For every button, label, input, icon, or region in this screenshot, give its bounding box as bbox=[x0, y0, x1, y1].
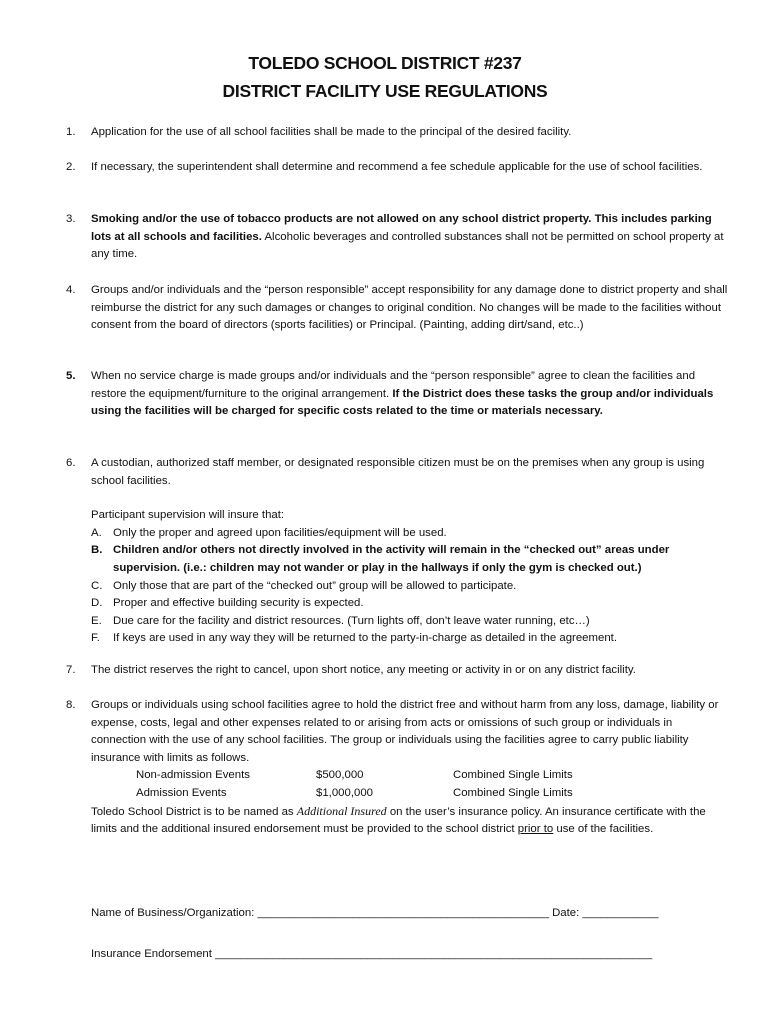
supervision-item-d: D. Proper and effective building security is expected. bbox=[91, 597, 364, 610]
additional-insured-text: Additional Insured bbox=[296, 803, 387, 818]
supervision-intro: Participant supervision will insure that: bbox=[91, 509, 285, 522]
regulation-item-5 bbox=[66, 368, 730, 421]
limit-type: Combined Single Limits bbox=[453, 786, 573, 799]
prior-to-text: prior to bbox=[517, 823, 554, 836]
regulation-item-4 bbox=[66, 282, 730, 335]
document-title-line1: TOLEDO SCHOOL DISTRICT #237 bbox=[248, 53, 522, 73]
item-text: If necessary, the superintendent shall determine and recommend a fee schedule applicable for the use of school facilities. bbox=[91, 161, 703, 173]
organization-date-field[interactable]: Name of Business/Organization: ______________________________________________ Date: ____________ bbox=[91, 907, 659, 919]
item-text: Groups and/or individuals and the “person responsible” accept responsibility for any damage done to district property and shall reimburse the district for any such damages or changes to original condition. No changes will be made to the facilities without consent from the board of directors (sports facilities) or Principal. (Painting, adding dirt/sand, etc..) bbox=[91, 284, 728, 332]
item-number: 8. bbox=[66, 699, 76, 711]
limit-amount: $1,000,000 bbox=[316, 786, 374, 799]
item-number: 4. bbox=[66, 284, 76, 296]
supervision-item-f: F. If keys are used in any way they will be returned to the party-in-charge as detailed in the agreement. bbox=[91, 632, 617, 645]
item-text: Alcoholic beverages and controlled substances shall not be permitted on school property at any time. bbox=[91, 230, 724, 261]
limit-event: Admission Events bbox=[136, 786, 227, 799]
supervision-item-e: E. Due care for the facility and district resources. (Turn lights off, don’t leave water running, etc…) bbox=[91, 614, 590, 627]
regulation-item-7 bbox=[66, 662, 730, 680]
limit-type: Combined Single Limits bbox=[453, 769, 573, 782]
item-number: 3. bbox=[66, 213, 76, 225]
item-text: Application for the use of all school facilities shall be made to the principal of the desired facility. bbox=[91, 126, 572, 138]
item-number: 2. bbox=[66, 161, 76, 173]
regulation-item-1 bbox=[66, 124, 730, 142]
supervision-item-b: B. Children and/or others not directly involved in the activity will remain in the “checked out” areas under supervision. (i.e.: children may not wander or play in the hallways if only the gym is checked out.) bbox=[91, 544, 670, 574]
supervision-item-c: C. Only those that are part of the “checked out” group will be allowed to participate. bbox=[91, 579, 517, 592]
item-bold-text: Smoking and/or the use of tobacco products are not allowed on any school district property. This includes parking lots at all schools and facilities. bbox=[91, 213, 712, 243]
regulation-item-6 bbox=[66, 455, 730, 648]
item-text: Groups or individuals using school facilities agree to hold the district free and without harm from any loss, damage, liability or expense, costs, legal and other expenses related to or arising from acts or omissions of such group or individuals in connection with the use of any school facilities. The group or individuals using the facilities agree to carry public liability insurance with limits as follows. bbox=[91, 699, 719, 764]
limit-amount: $500,000 bbox=[316, 769, 364, 782]
limit-event: Non-admission Events bbox=[136, 769, 250, 782]
item-number: 7. bbox=[66, 664, 76, 676]
item-bold-text: If the District does these tasks the group and/or individuals using the facilities will be charged for specific costs related to the time or materials necessary. bbox=[91, 387, 714, 418]
item-number: 6. bbox=[66, 457, 76, 469]
supervision-item-a: A. Only the proper and agreed upon facilities/equipment will be used. bbox=[91, 526, 447, 539]
document-title-line2: DISTRICT FACILITY USE REGULATIONS bbox=[222, 81, 548, 101]
additional-insured-note: Toledo School District is to be named as Additional Insured on the user’s insurance policy. An insurance certificate with the limits and the additional insured endorsement must be provided to the school district prior to use of the facilities. bbox=[91, 803, 706, 836]
item-text: A custodian, authorized staff member, or designated responsible citizen must be on the premises when any group is using school facilities. bbox=[91, 457, 705, 487]
supervision-block bbox=[91, 507, 730, 648]
limit-row bbox=[91, 785, 730, 803]
item-text: The district reserves the right to cancel, upon short notice, any meeting or activity in or on any district facility. bbox=[91, 664, 636, 676]
item-text: When no service charge is made groups and/or individuals and the “person responsible” agree to clean the facilities and restore the equipment/furniture to the original arrangement. bbox=[91, 370, 696, 400]
limit-row bbox=[91, 767, 730, 785]
insurance-endorsement-field[interactable]: Insurance Endorsement _____________________________________________________________________ bbox=[91, 948, 653, 960]
regulation-item-2 bbox=[66, 159, 730, 177]
item-number: 1. bbox=[66, 126, 76, 138]
regulation-item-8 bbox=[66, 697, 730, 839]
item-number: 5. bbox=[66, 370, 76, 382]
regulation-item-3 bbox=[66, 211, 730, 264]
